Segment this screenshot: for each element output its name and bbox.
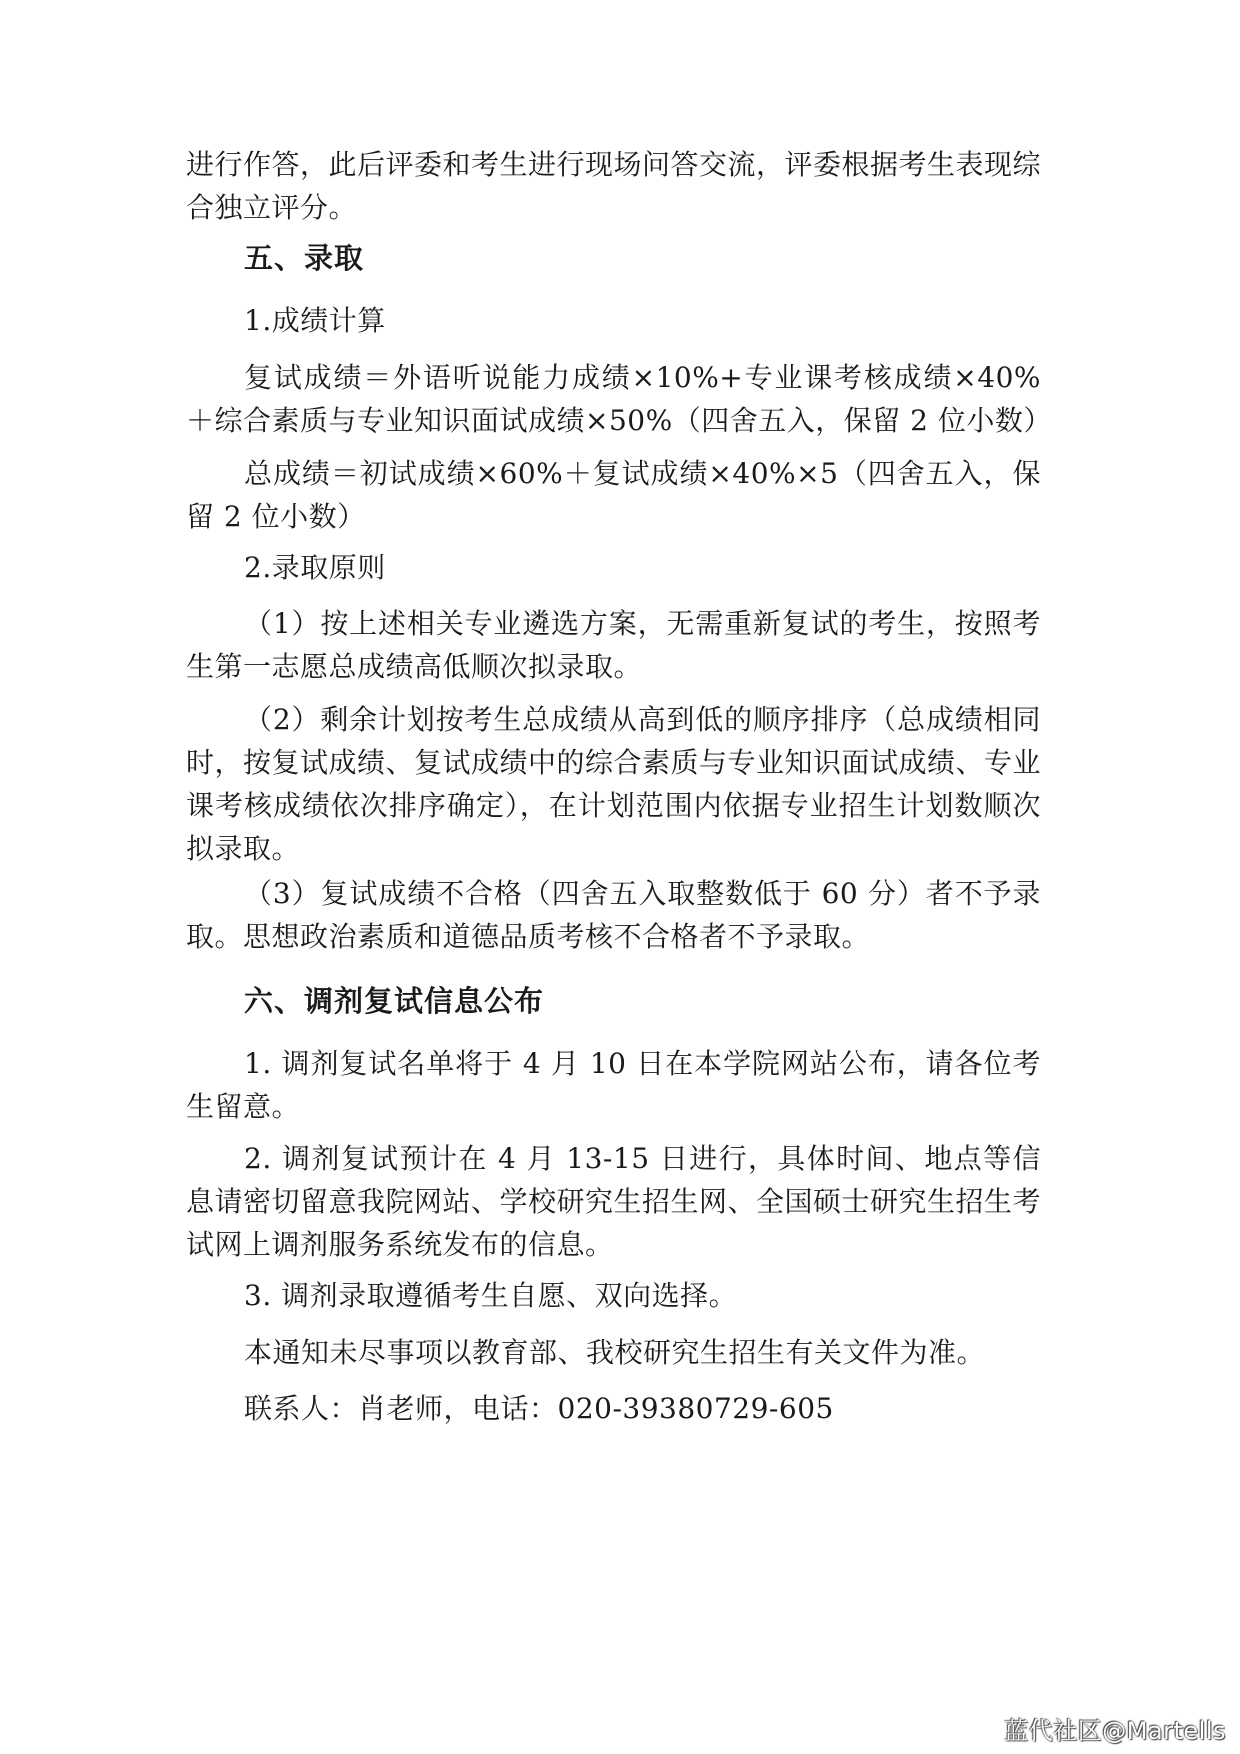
adjustment-item-1: 1. 调剂复试名单将于 4 月 10 日在本学院网站公布，请各位考生留意。 bbox=[186, 1047, 1041, 1123]
contact-info: 联系人：肖老师，电话：020-39380729-605 bbox=[244, 1392, 834, 1425]
watermark: 蓝代社区@Martells bbox=[1004, 1717, 1226, 1745]
section-6-heading: 六、调剂复试信息公布 bbox=[244, 984, 545, 1018]
admission-principles-title: 2.录取原则 bbox=[244, 551, 386, 584]
adjustment-item-3: 3. 调剂录取遵循考生自愿、双向选择。 bbox=[244, 1279, 738, 1312]
retest-score-formula: 复试成绩＝外语听说能力成绩×10%+专业课考核成绩×40%＋综合素质与专业知识面试成绩×50%（四舍五入，保留 2 位小数） bbox=[186, 361, 1052, 437]
admission-rule-1: （1）按上述相关专业遴选方案，无需重新复试的考生，按照考生第一志愿总成绩高低顺次拟录取。 bbox=[186, 607, 1041, 683]
admission-rule-3: （3）复试成绩不合格（四舍五入取整数低于 60 分）者不予录取。思想政治素质和道德品质考核不合格者不予录取。 bbox=[186, 877, 1041, 953]
total-score-formula: 总成绩＝初试成绩×60%＋复试成绩×40%×5（四舍五入，保留 2 位小数） bbox=[186, 457, 1041, 533]
notice-note: 本通知未尽事项以教育部、我校研究生招生有关文件为准。 bbox=[244, 1336, 986, 1369]
intro-paragraph: 进行作答，此后评委和考生进行现场问答交流，评委根据考生表现综合独立评分。 bbox=[186, 148, 1042, 224]
section-5-heading: 五、录取 bbox=[244, 241, 365, 275]
admission-rule-2: （2）剩余计划按考生总成绩从高到低的顺序排序（总成绩相同时，按复试成绩、复试成绩中的综合素质与专业知识面试成绩、专业课考核成绩依次排序确定），在计划范围内依据专业招生计划数顺次拟录取。 bbox=[186, 703, 1042, 865]
score-calculation-title: 1.成绩计算 bbox=[244, 304, 386, 337]
adjustment-item-2: 2. 调剂复试预计在 4 月 13-15 日进行，具体时间、地点等信息请密切留意我院网站、学校研究生招生网、全国硕士研究生招生考试网上调剂服务系统发布的信息。 bbox=[186, 1142, 1042, 1261]
